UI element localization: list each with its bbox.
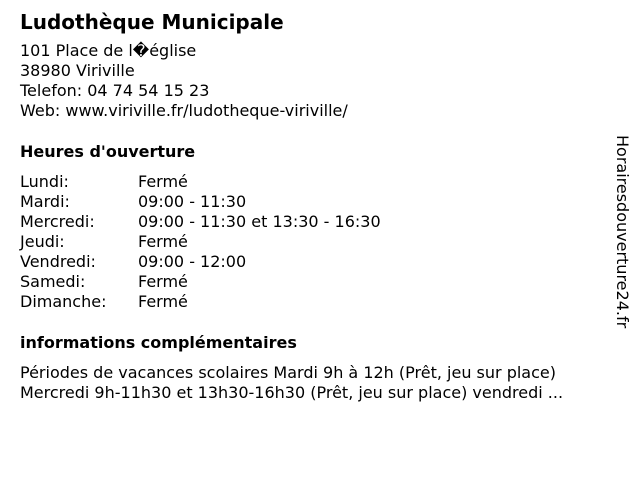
day-label: Samedi: [20, 272, 86, 291]
address-line-1: 101 Place de l�église [20, 41, 197, 60]
day-hours: Fermé [138, 172, 188, 191]
address-line-2: 38980 Viriville [20, 61, 135, 80]
info-line-1: Périodes de vacances scolaires Mardi 9h à 12h (Prêt, jeu sur place) [20, 363, 556, 382]
day-hours: Fermé [138, 272, 188, 291]
hours-row-monday [20, 172, 610, 192]
day-label: Lundi: [20, 172, 69, 191]
hours-title: Heures d'ouverture [20, 142, 196, 161]
hours-row-friday [20, 252, 610, 272]
day-label: Vendredi: [20, 252, 96, 271]
day-hours: 09:00 - 11:30 et 13:30 - 16:30 [138, 212, 381, 231]
day-label: Dimanche: [20, 292, 107, 311]
day-hours: 09:00 - 11:30 [138, 192, 247, 211]
hours-row-sunday [20, 292, 610, 312]
info-title: informations complémentaires [20, 333, 297, 352]
hours-row-saturday [20, 272, 610, 292]
day-hours: Fermé [138, 232, 188, 251]
place-card [20, 10, 610, 403]
hours-row-tuesday [20, 192, 610, 212]
hours-row-thursday [20, 232, 610, 252]
brand-watermark: Horairesdouverture24.fr [613, 135, 632, 329]
place-name: Ludothèque Municipale [20, 10, 284, 34]
phone-number: Telefon: 04 74 54 15 23 [20, 81, 210, 100]
info-line-2: Mercredi 9h-11h30 et 13h30-16h30 (Prêt, jeu sur place) vendredi ... [20, 383, 564, 402]
day-hours: Fermé [138, 292, 188, 311]
day-label: Mardi: [20, 192, 70, 211]
day-hours: 09:00 - 12:00 [138, 252, 247, 271]
day-label: Jeudi: [20, 232, 65, 251]
hours-row-wednesday [20, 212, 610, 232]
day-label: Mercredi: [20, 212, 95, 231]
website: Web: www.viriville.fr/ludotheque-viriville/ [20, 101, 348, 120]
